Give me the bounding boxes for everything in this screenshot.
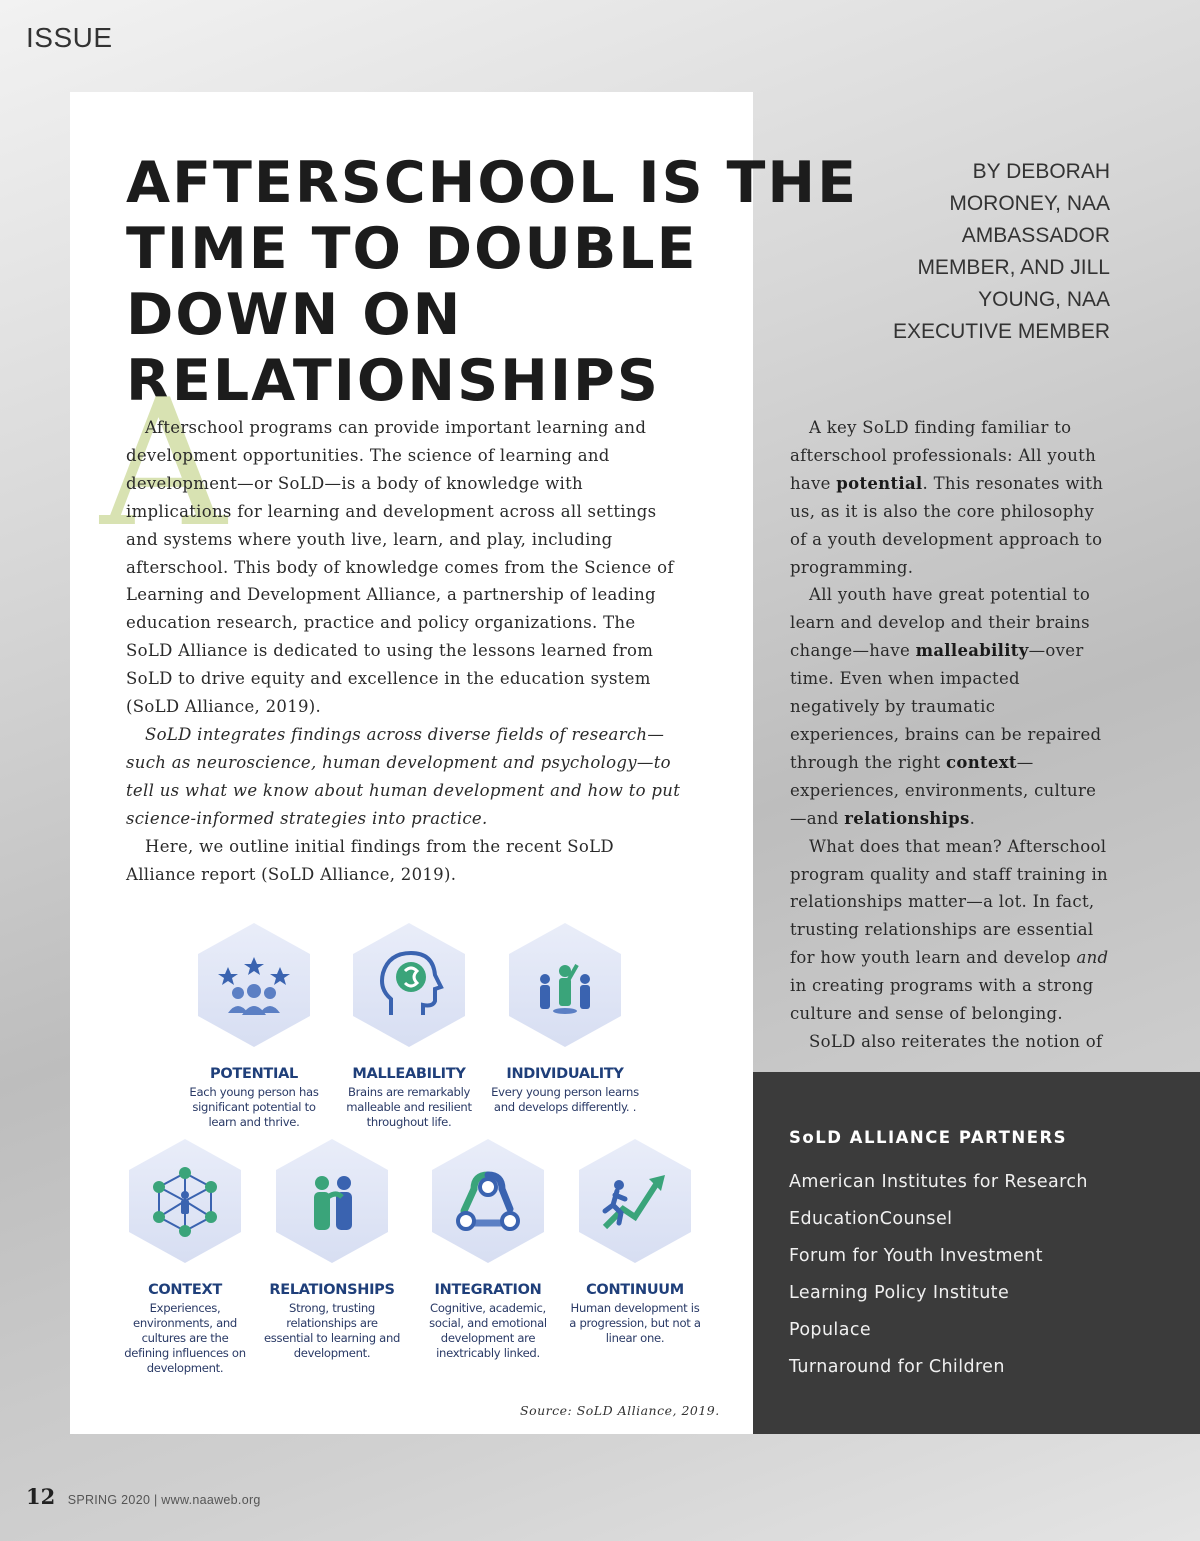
principle-title: POTENTIAL: [210, 1066, 298, 1082]
partners-sidebar: [753, 1072, 1200, 1434]
principle-title: MALLEABILITY: [352, 1066, 466, 1082]
network-person-icon: [129, 1139, 241, 1263]
page-number: 12: [26, 1484, 56, 1509]
partner-item: Learning Policy Institute: [789, 1283, 1010, 1303]
principle-description: Strong, trusting relationships are essential to learning and development.: [263, 1301, 401, 1360]
drop-cap: A: [100, 363, 227, 566]
principle-description: Experiences, environments, and cultures are the defining influences on development.: [124, 1301, 246, 1375]
paragraph: All youth have great potential to learn and develop and their brains change—have malleability—over time. Even when impacted negatively by traumatic experiences, brains can be repaired through the right context—experiences, environments, culture—and relationships.: [790, 585, 1102, 828]
partners-heading: SoLD ALLIANCE PARTNERS: [789, 1128, 1068, 1147]
page-footer: [26, 1484, 261, 1509]
two-people-icon: [276, 1139, 388, 1263]
partners-list: [789, 1164, 1088, 1386]
right-column: [790, 414, 1110, 1056]
head-brain-icon: [353, 923, 465, 1047]
paragraph: What does that mean? Afterschool program quality and staff training in relationships matter—a lot. In fact, trusting relationships are essential for how youth learn and develop and in creating programs with a strong culture and sense of belonging.: [790, 836, 1109, 1024]
individual-people-icon: [509, 923, 621, 1047]
paragraph: SoLD also reiterates the notion of: [809, 1031, 1103, 1051]
partner-item: American Institutes for Research: [789, 1172, 1088, 1192]
partner-item: EducationCounsel: [789, 1209, 953, 1229]
principle-description: Cognitive, academic, social, and emotional development are inextricably linked.: [429, 1301, 547, 1360]
partner-item: Populace: [789, 1320, 872, 1340]
left-column: [126, 414, 686, 888]
article-title: AFTERSCHOOL IS THE TIME TO DOUBLE DOWN ON RELATIONSHIPS: [126, 150, 859, 414]
figure-source: Source: SoLD Alliance, 2019.: [520, 1403, 720, 1418]
principle-title: INTEGRATION: [434, 1282, 542, 1298]
principle-description: Every young person learns and develops differently. .: [491, 1085, 639, 1114]
principle-title: CONTEXT: [148, 1282, 222, 1298]
footer-info: SPRING 2020 | www.naaweb.org: [67, 1493, 261, 1507]
paragraph: Afterschool programs can provide important learning and development opportunities. The science of learning and development—or SoLD—is a body of knowledge with implications for learning and development across all settings and systems where youth live, learn, and play, including afterschool. This body of knowledge comes from the Science of Learning and Development Alliance, a partnership of leading education research, practice and policy organizations. The SoLD Alliance is dedicated to using the lessons learned from SoLD to drive equity and excellence in the education system (SoLD Alliance, 2019).: [126, 418, 674, 717]
article-byline: BY DEBORAH MORONEY, NAA AMBASSADOR MEMBER, AND JILL YOUNG, NAA EXECUTIVE MEMBER: [892, 160, 1110, 343]
principle-description: Human development is a progression, but not a linear one.: [569, 1301, 701, 1345]
partner-item: Turnaround for Children: [789, 1357, 1005, 1377]
principle-title: CONTINUUM: [586, 1282, 684, 1298]
principle-title: RELATIONSHIPS: [269, 1282, 395, 1298]
linked-nodes-icon: [432, 1139, 544, 1263]
running-arrow-icon: [579, 1139, 691, 1263]
paragraph: A key SoLD finding familiar to afterschool professionals: All youth have potential. This resonates with us, as it is also the core philosophy of a youth development approach to programming.: [790, 418, 1104, 577]
principle-description: Each young person has significant potential to learn and thrive.: [189, 1085, 319, 1129]
partner-item: Forum for Youth Investment: [789, 1246, 1043, 1266]
stars-group-icon: [198, 923, 310, 1047]
principle-title: INDIVIDUALITY: [506, 1066, 624, 1082]
sold-principles-figure: [115, 915, 715, 1375]
principle-description: Brains are remarkably malleable and resilient throughout life.: [346, 1085, 472, 1129]
paragraph-italic: SoLD integrates findings across diverse fields of research—such as neuroscience, human development and psychology—to tell us what we know about human development and how to put science-informed strategies into practice.: [126, 724, 681, 828]
section-label: ISSUE: [26, 22, 113, 53]
paragraph: Here, we outline initial findings from the recent SoLD Alliance report (SoLD Alliance, 2019).: [126, 836, 614, 884]
